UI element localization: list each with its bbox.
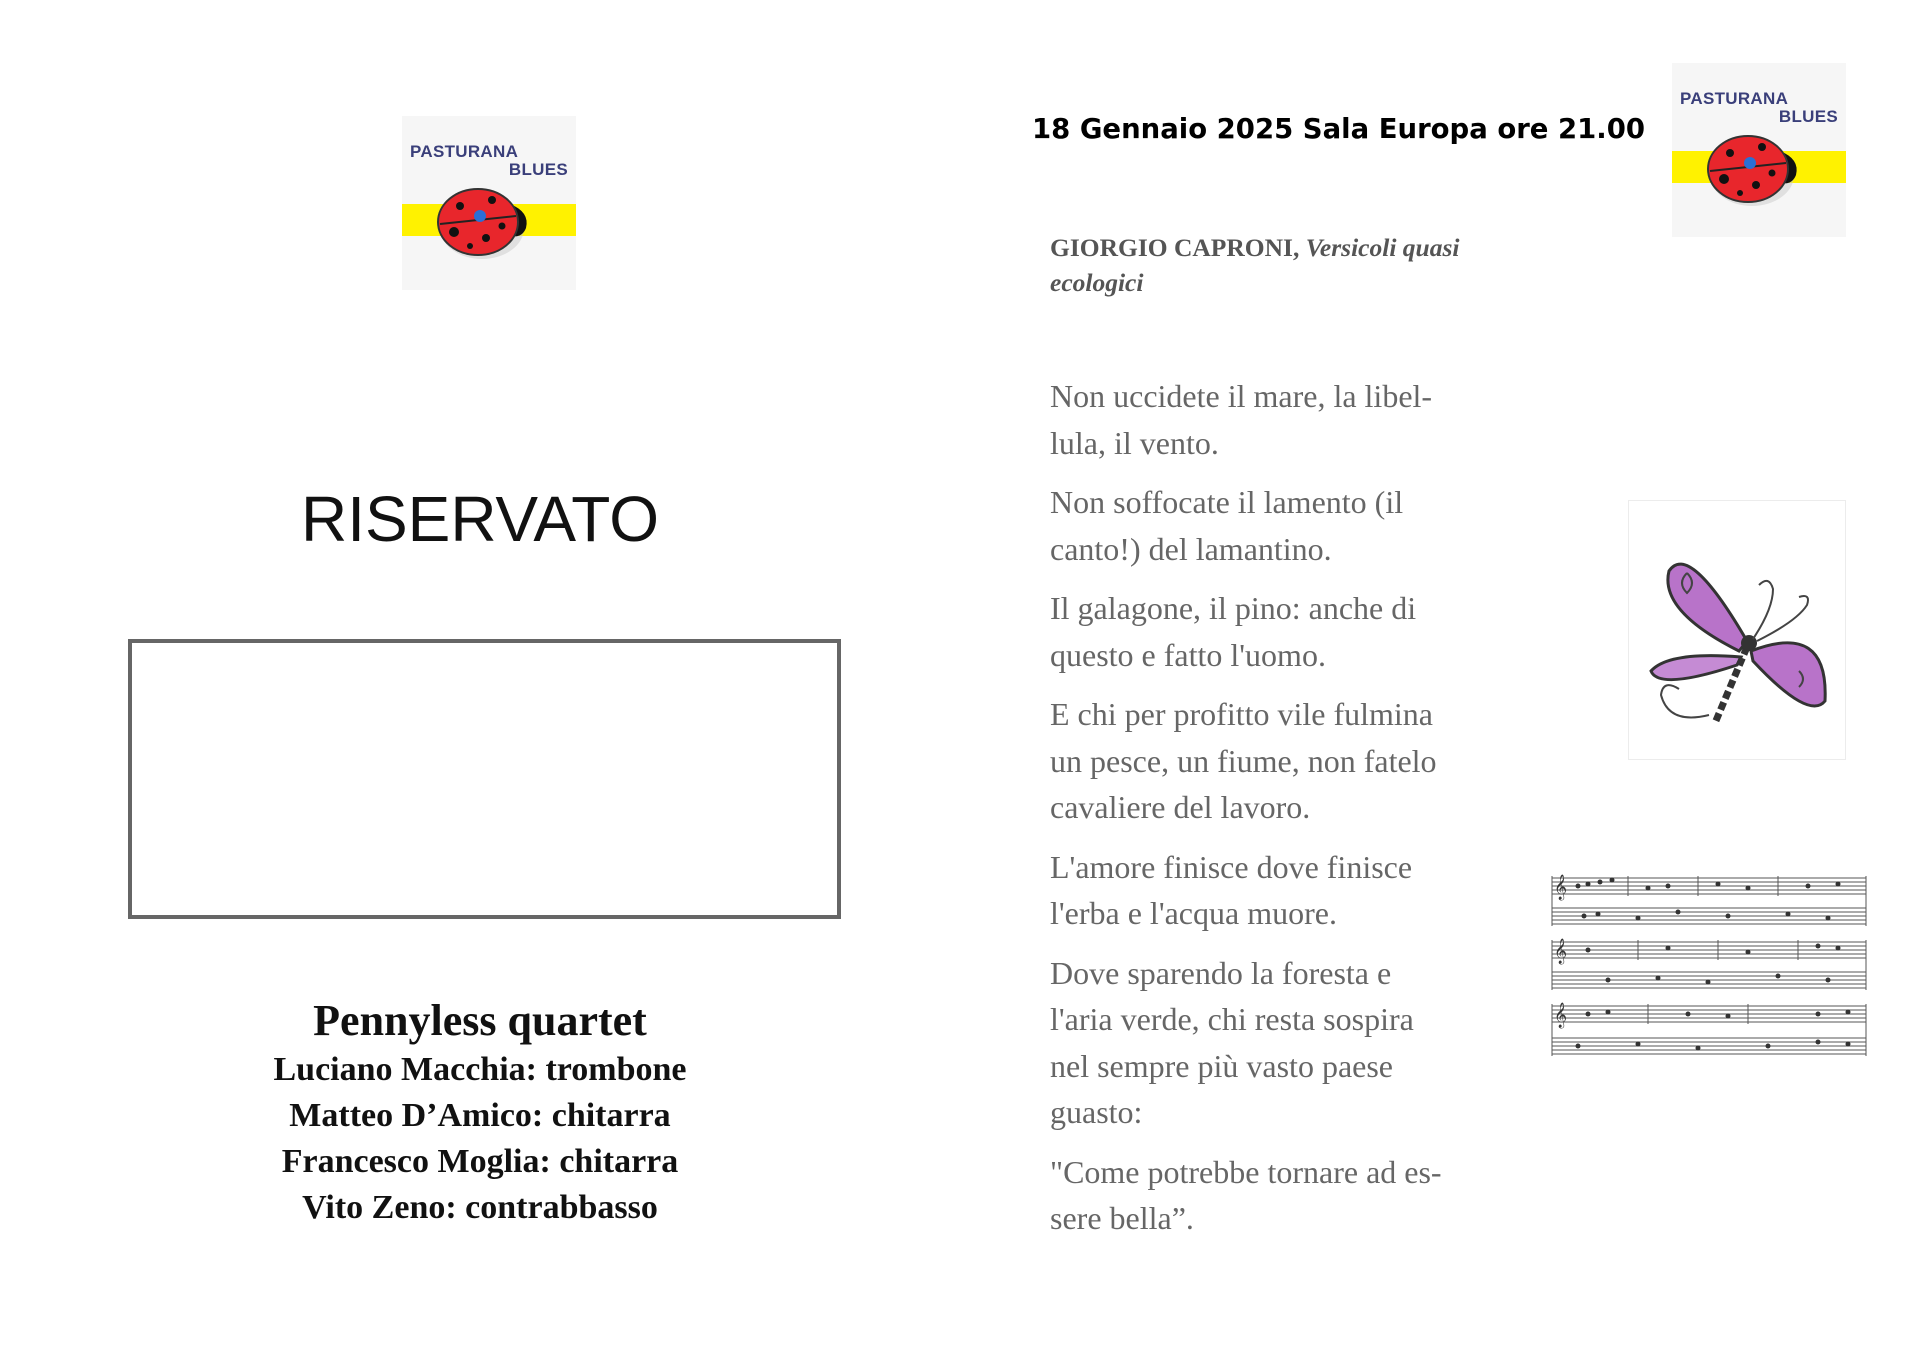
band-name: Pennyless quartet — [313, 996, 647, 1045]
band-member: Francesco Moglia: chitarra — [281, 1143, 679, 1180]
poem-stanza: "Come potrebbe tornare ad es- sere bella”. — [1050, 1153, 1442, 1236]
event-date: 18 Gennaio 2025 Sala Europa ore 21.00 — [1032, 113, 1646, 145]
poem-title: Versicoli quasi ecologici — [1050, 233, 1460, 297]
sheet-music-icon — [1548, 866, 1870, 1082]
poem-heading — [1050, 230, 1510, 300]
poem-stanza: L'amore finisce dove finisce l'erba e l'acqua muore. — [1050, 848, 1413, 931]
ladybug-icon — [1700, 127, 1810, 211]
dragonfly-icon — [1628, 500, 1846, 760]
logo-text-line1: PASTURANA — [410, 142, 519, 161]
poem-stanza: E chi per profitto vile fulmina un pesce, un fiume, non fatelo cavaliere del lavoro. — [1050, 696, 1437, 825]
band-member: Matteo D’Amico: chitarra — [289, 1097, 671, 1134]
reserved-label: RISERVATO — [300, 483, 660, 555]
logo-text-line2: BLUES — [508, 160, 568, 179]
band-member: Vito Zeno: contrabbasso — [302, 1189, 658, 1226]
band-member: Luciano Macchia: trombone — [273, 1051, 687, 1088]
svg-text:𝄞: 𝄞 — [1554, 1003, 1568, 1028]
poem-author: GIORGIO CAPRONI, — [1050, 233, 1300, 262]
poem-stanza: Il galagone, il pino: anche di questo e fatto l'uomo. — [1050, 590, 1417, 673]
poem-stanza: Non uccidete il mare, la libel- lula, il vento. — [1050, 378, 1433, 461]
pasturana-blues-logo-right — [1672, 63, 1846, 237]
band-lineup — [0, 995, 960, 1231]
poem-body — [1050, 373, 1510, 1255]
poem-stanza: Dove sparendo la foresta e l'aria verde, chi resta sospira nel sempre più vasto paese guasto: — [1050, 954, 1414, 1130]
ladybug-icon — [430, 180, 540, 264]
reserved-box — [128, 639, 841, 919]
svg-text:𝄞: 𝄞 — [1554, 875, 1568, 900]
poem-stanza: Non soffocate il lamento (il canto!) del lamantino. — [1050, 484, 1404, 567]
logo-text-line1: PASTURANA — [1680, 89, 1789, 108]
logo-text-line2: BLUES — [1778, 107, 1838, 126]
svg-text:𝄞: 𝄞 — [1554, 939, 1568, 964]
pasturana-blues-logo-left — [402, 116, 576, 290]
